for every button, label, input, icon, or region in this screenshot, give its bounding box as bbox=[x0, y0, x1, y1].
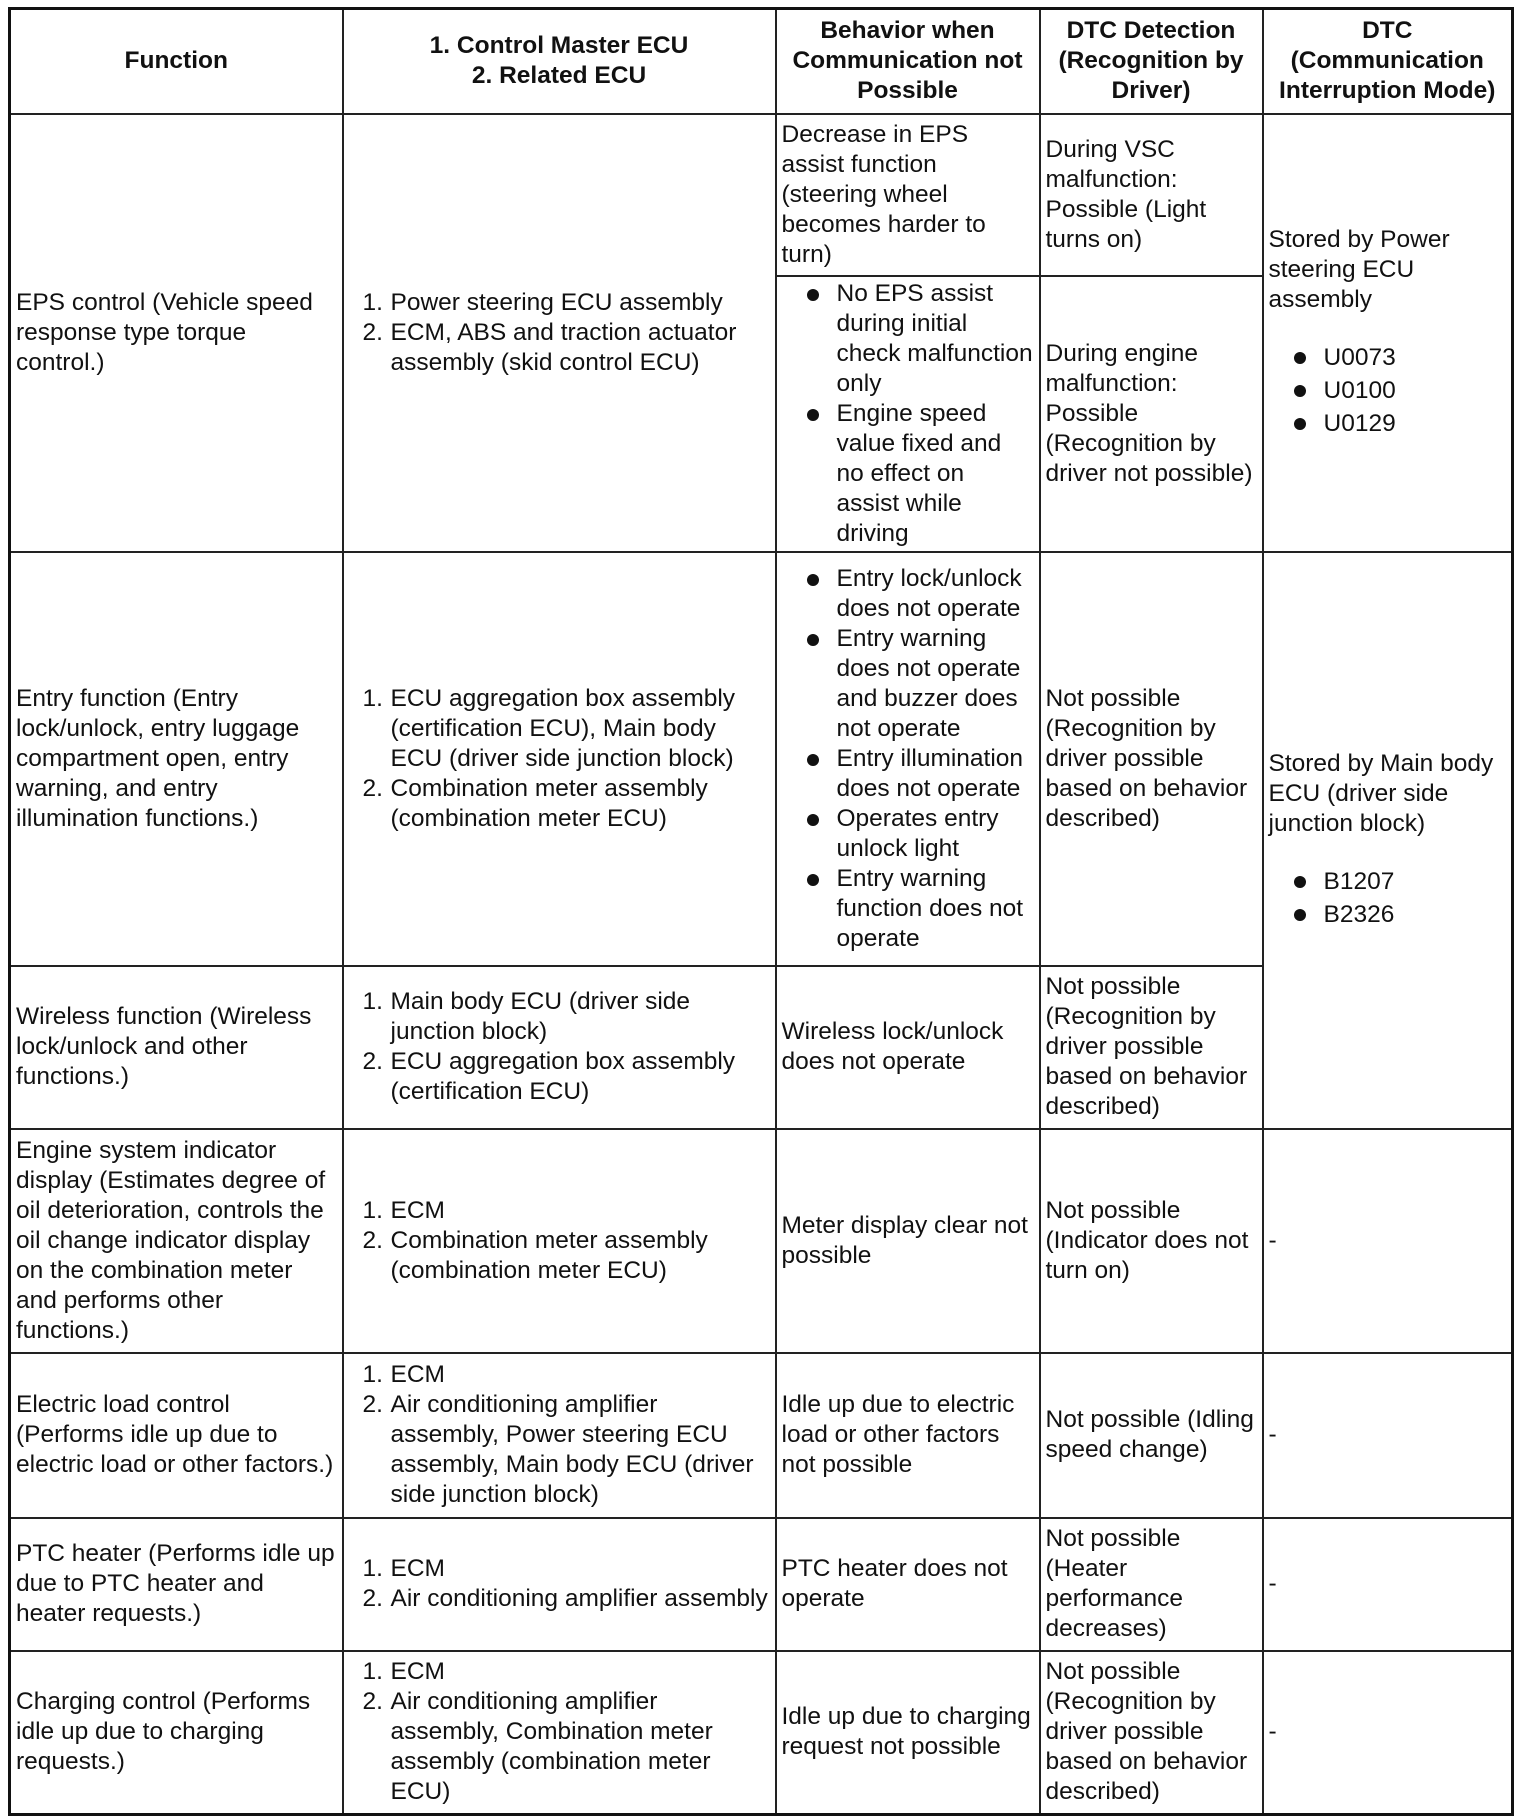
ecu-item: 2. Combination meter assembly (combination meter ECU) bbox=[362, 774, 708, 832]
dtc-cell: - bbox=[1263, 1518, 1513, 1651]
behavior-cell: Meter display clear not possible bbox=[776, 1129, 1040, 1353]
behavior-item: Entry lock/unlock does not operate bbox=[782, 564, 1034, 624]
function-cell: Engine system indicator display (Estimates degree of oil deterioration, controls the oil change indicator display on the combination meter and performs other functions.) bbox=[10, 1129, 343, 1353]
function-cell: Charging control (Performs idle up due to charging requests.) bbox=[10, 1651, 343, 1815]
behavior-item: Engine speed value fixed and no effect on assist while driving bbox=[782, 399, 1034, 549]
dtc-code: B1207 bbox=[1269, 865, 1507, 898]
header-dtc-line3: Interruption Mode) bbox=[1279, 77, 1496, 105]
header-dtc-line2: (Communication bbox=[1290, 47, 1484, 75]
ecu-cell bbox=[343, 1651, 776, 1815]
behavior-cell: Wireless lock/unlock does not operate bbox=[776, 966, 1040, 1129]
dtc-text: Stored by Main body ECU (driver side junction block) bbox=[1268, 750, 1494, 837]
dtc-cell: - bbox=[1263, 1129, 1513, 1353]
behavior-cell: Idle up due to charging request not possible bbox=[776, 1651, 1040, 1815]
dtc-cell: - bbox=[1263, 1353, 1513, 1518]
function-cell: EPS control (Vehicle speed response type torque control.) bbox=[10, 114, 343, 552]
detection-cell: Not possible (Heater performance decreases) bbox=[1040, 1518, 1263, 1651]
behavior-cell bbox=[776, 276, 1040, 552]
header-behavior bbox=[776, 9, 1040, 114]
ecu-cell bbox=[343, 966, 776, 1129]
dtc-cell: - bbox=[1263, 1651, 1513, 1815]
detection-cell: Not possible (Idling speed change) bbox=[1040, 1353, 1263, 1518]
header-behavior-line2: Communication not bbox=[792, 47, 1023, 75]
behavior-item: Entry illumination does not operate bbox=[782, 744, 1034, 804]
behavior-cell: PTC heater does not operate bbox=[776, 1518, 1040, 1651]
header-ecu-line1: 1. Control Master ECU bbox=[429, 32, 689, 60]
header-ecu bbox=[343, 9, 776, 114]
table-row bbox=[10, 114, 1513, 276]
function-cell: Wireless function (Wireless lock/unlock and other functions.) bbox=[10, 966, 343, 1129]
ecu-item: 2. Combination meter assembly (combination meter ECU) bbox=[362, 1226, 708, 1284]
ecu-item: 1. Power steering ECU assembly bbox=[362, 288, 723, 316]
ecu-item: 1. ECM bbox=[362, 1361, 445, 1388]
behavior-cell: Decrease in EPS assist function (steering wheel becomes harder to turn) bbox=[776, 114, 1040, 276]
ecu-item: 2. Air conditioning amplifier assembly, Power steering ECU assembly, Main body ECU (driver side junction block) bbox=[362, 1391, 754, 1508]
ecu-communication-table bbox=[8, 7, 1514, 1816]
header-behavior-line3: Possible bbox=[857, 77, 958, 105]
detection-cell: Not possible (Indicator does not turn on) bbox=[1040, 1129, 1263, 1353]
behavior-item: Operates entry unlock light bbox=[782, 804, 1034, 864]
ecu-item: 1. ECU aggregation box assembly (certification ECU), Main body ECU (driver side junction block) bbox=[362, 684, 736, 772]
ecu-item: 1. ECM bbox=[362, 1196, 445, 1224]
ecu-item: 2. Air conditioning amplifier assembly, Combination meter assembly (combination meter ECU) bbox=[362, 1688, 713, 1806]
dtc-code: B2326 bbox=[1269, 898, 1507, 931]
detection-cell: During VSC malfunction: Possible (Light turns on) bbox=[1040, 114, 1263, 276]
dtc-cell bbox=[1263, 552, 1513, 1129]
header-row bbox=[10, 9, 1513, 114]
ecu-cell bbox=[343, 1353, 776, 1518]
behavior-item: No EPS assist during initial check malfunction only bbox=[782, 279, 1034, 399]
header-dtc-detection-line1: DTC Detection bbox=[1066, 17, 1236, 45]
dtc-code: U0129 bbox=[1269, 407, 1507, 440]
header-function: Function bbox=[10, 9, 343, 114]
table-row bbox=[10, 1353, 1513, 1518]
detection-cell: During engine malfunction: Possible (Recognition by driver not possible) bbox=[1040, 276, 1263, 552]
detection-cell: Not possible (Recognition by driver possible based on behavior described) bbox=[1040, 966, 1263, 1129]
table-row bbox=[10, 1129, 1513, 1353]
ecu-item: 2. Air conditioning amplifier assembly bbox=[362, 1585, 768, 1612]
table-row bbox=[10, 552, 1513, 966]
ecu-cell bbox=[343, 1518, 776, 1651]
ecu-item: 1. Main body ECU (driver side junction block) bbox=[362, 988, 691, 1045]
function-cell: Entry function (Entry lock/unlock, entry luggage compartment open, entry warning, and entry illumination functions.) bbox=[10, 552, 343, 966]
ecu-cell bbox=[343, 552, 776, 966]
ecu-item: 2. ECU aggregation box assembly (certification ECU) bbox=[362, 1048, 736, 1105]
dtc-code: U0073 bbox=[1269, 341, 1507, 374]
function-cell: Electric load control (Performs idle up due to electric load or other factors.) bbox=[10, 1353, 343, 1518]
ecu-item: 1. ECM bbox=[362, 1555, 445, 1582]
behavior-item: Entry warning does not operate and buzzer does not operate bbox=[782, 624, 1034, 744]
header-ecu-line2: 2. Related ECU bbox=[471, 62, 647, 90]
header-dtc-line1: DTC bbox=[1362, 17, 1413, 45]
dtc-text: Stored by Power steering ECU assembly bbox=[1268, 226, 1450, 313]
ecu-item: 1. ECM bbox=[362, 1658, 445, 1686]
table-row bbox=[10, 1518, 1513, 1651]
ecu-cell bbox=[343, 1129, 776, 1353]
dtc-cell bbox=[1263, 114, 1513, 552]
dtc-code: U0100 bbox=[1269, 374, 1507, 407]
behavior-cell: Idle up due to electric load or other factors not possible bbox=[776, 1353, 1040, 1518]
behavior-cell bbox=[776, 552, 1040, 966]
header-behavior-line1: Behavior when bbox=[820, 17, 995, 45]
header-dtc bbox=[1263, 9, 1513, 114]
ecu-cell bbox=[343, 114, 776, 552]
header-dtc-detection bbox=[1040, 9, 1263, 114]
table-row bbox=[10, 1651, 1513, 1815]
ecu-item: 2. ECM, ABS and traction actuator assembly (skid control ECU) bbox=[362, 318, 737, 376]
detection-cell: Not possible (Recognition by driver possible based on behavior described) bbox=[1040, 552, 1263, 966]
header-dtc-detection-line3: Driver) bbox=[1111, 77, 1191, 105]
detection-cell: Not possible (Recognition by driver possible based on behavior described) bbox=[1040, 1651, 1263, 1815]
behavior-item: Entry warning function does not operate bbox=[782, 864, 1034, 954]
header-dtc-detection-line2: (Recognition by bbox=[1058, 47, 1244, 75]
function-cell: PTC heater (Performs idle up due to PTC heater and heater requests.) bbox=[10, 1518, 343, 1651]
